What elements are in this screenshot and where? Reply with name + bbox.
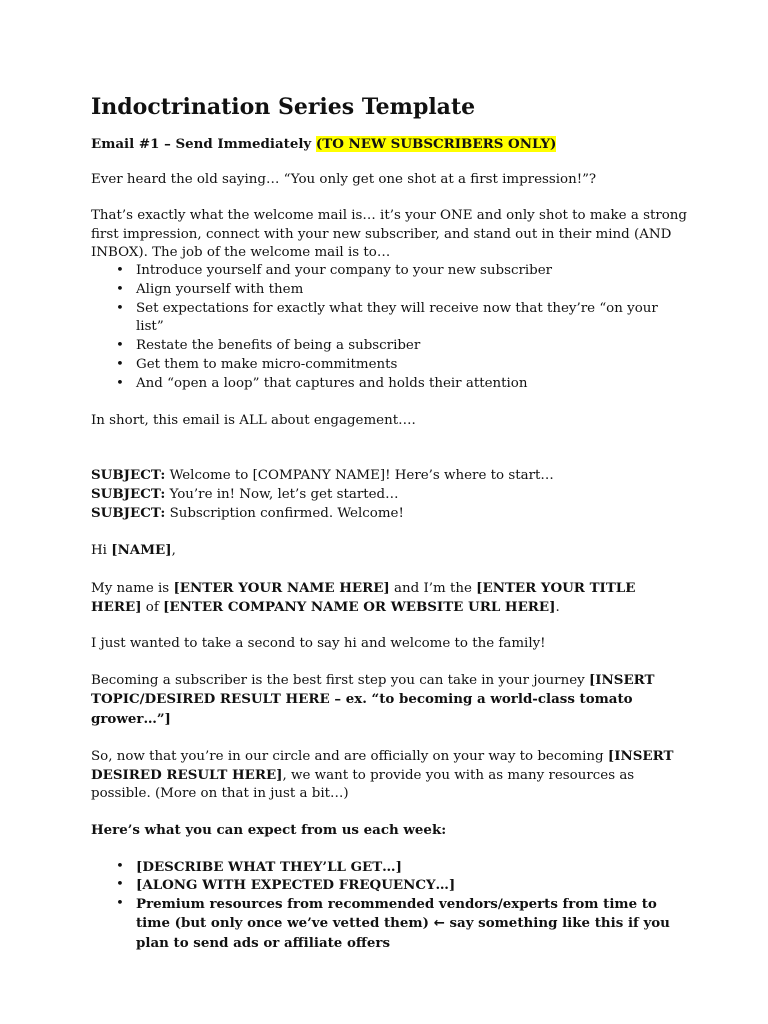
company-placeholder: [ENTER COMPANY NAME OR WEBSITE URL HERE]	[163, 598, 556, 615]
topic-placeholder: [INSERT TOPIC/DESIRED RESULT HERE – ex. “to becoming a world-class tomato grower…”]	[91, 672, 655, 727]
greeting-name: [NAME]	[111, 542, 172, 559]
subject-label: SUBJECT:	[91, 505, 166, 522]
intro-paragraph: That’s exactly what the welcome mail is… it’s your ONE and only shot to make a strong first impression, connect with your new subscriber, and stand out in their mind (AND INBOX). The job of the welcome mail is to…	[91, 208, 687, 260]
premium-note: say something like this if you plan to send ads or affiliate offers	[136, 915, 670, 951]
list-item: • Get them to make micro-commitments	[91, 356, 688, 375]
list-item: • Align yourself with them	[91, 281, 688, 300]
greeting	[91, 541, 688, 560]
document-title: Indoctrination Series Template	[91, 94, 476, 120]
subject-text: You’re in! Now, let’s get started…	[169, 487, 399, 502]
subject-line	[91, 466, 688, 485]
subject-lines	[91, 466, 688, 524]
greeting-text: Hi	[91, 543, 107, 559]
subject-line	[91, 504, 688, 523]
list-item	[91, 895, 688, 952]
intro-line: Ever heard the old saying… “You only get one shot at a first impression!”?	[91, 172, 597, 188]
title-text: and I’m the	[394, 580, 472, 596]
subject-label: SUBJECT:	[91, 466, 166, 483]
expect-list	[91, 858, 688, 953]
list-item: • Introduce yourself and your company to your new subscriber	[91, 262, 688, 281]
of-text: of	[145, 599, 159, 615]
circle-text-end: , we want to provide you with as many resources as possible. (More on that in just a bit…)	[91, 768, 635, 802]
greeting-end: ,	[171, 543, 176, 559]
job-list	[91, 262, 688, 394]
journey-paragraph	[91, 671, 688, 729]
title-placeholder: [ENTER YOUR TITLE HERE]	[91, 579, 636, 615]
welcome-line: I just wanted to take a second to say hi and welcome to the family!	[91, 636, 546, 652]
email-heading	[91, 135, 688, 153]
expect-heading: Here’s what you can expect from us each week:	[91, 822, 447, 839]
email-heading-label: Email #1 – Send Immediately	[91, 136, 312, 152]
list-item: • Set expectations for exactly what they will receive now that they’re “on your list”	[91, 300, 688, 338]
premium-text: Premium resources from recommended vendors/experts from time to time (but only once we’ve vetted them)	[136, 896, 657, 932]
circle-text: So, now that you’re in our circle and are officially on your way to becoming	[91, 748, 604, 764]
name-text: My name is	[91, 580, 170, 596]
list-item: • [ALONG WITH EXPECTED FREQUENCY…]	[91, 876, 688, 895]
subject-line	[91, 485, 688, 504]
name-paragraph	[91, 579, 688, 617]
subject-text: Subscription confirmed. Welcome!	[169, 506, 404, 522]
name-placeholder: [ENTER YOUR NAME HERE]	[173, 579, 390, 596]
result-placeholder: [INSERT DESIRED RESULT HERE]	[91, 747, 674, 784]
period-text: .	[555, 599, 560, 615]
subject-label: SUBJECT:	[91, 486, 166, 502]
journey-text: Becoming a subscriber is the best first step you can take in your journey	[91, 673, 585, 689]
list-item: • And “open a loop” that captures and holds their attention	[91, 375, 688, 394]
circle-paragraph	[91, 747, 688, 804]
subject-text: Welcome to [COMPANY NAME]! Here’s where to start…	[169, 467, 554, 483]
summary-line: In short, this email is ALL about engagement….	[91, 412, 416, 428]
list-item: • Restate the benefits of being a subscriber	[91, 337, 688, 356]
arrow-left-icon: ←	[433, 916, 445, 932]
list-item: • [DESCRIBE WHAT THEY’LL GET…]	[91, 858, 688, 877]
email-heading-highlight: (TO NEW SUBSCRIBERS ONLY)	[315, 136, 557, 152]
